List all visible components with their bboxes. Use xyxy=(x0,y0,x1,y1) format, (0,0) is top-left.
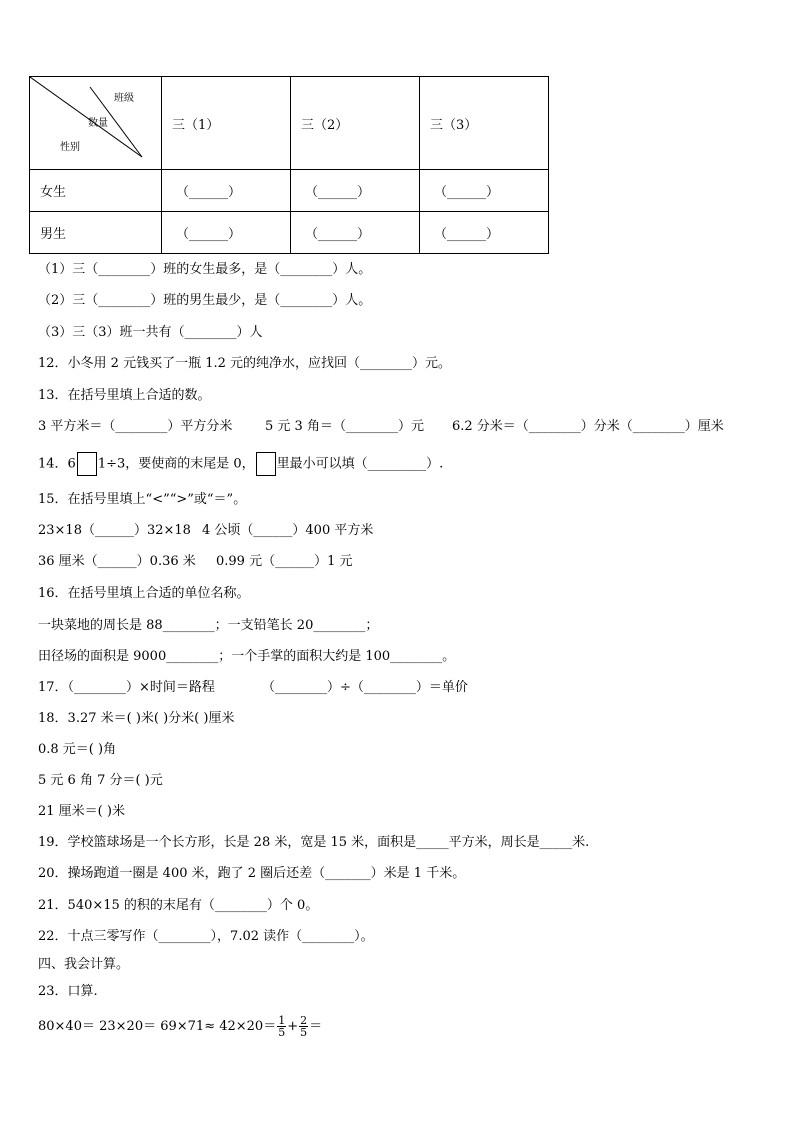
q11-part3: （3）三（3）班一共有（________）人 xyxy=(38,325,263,340)
q14-middle: 1÷3，要使商的末尾是 0， xyxy=(97,456,255,472)
header-class-label: 班级 xyxy=(114,93,134,104)
q15-part-a: 23×18（______）32×18 xyxy=(38,523,191,538)
q20-text: 20．操场跑道一圈是 400 米，跑了 2 圈后还差（_______）米是 1 千米。 xyxy=(38,866,466,881)
q21-text: 21．540×15 的积的末尾有（________）个 0。 xyxy=(38,898,319,913)
q15-part-b: 4 公顷（______）400 平方米 xyxy=(202,523,374,538)
row-label-boys: 男生 xyxy=(30,212,162,254)
boys-cell-class-2[interactable]: （______） xyxy=(291,212,420,254)
q22-text: 22．十点三零写作（________），7.02 读作（________）。 xyxy=(38,929,374,944)
q13-part-c: 6.2 分米＝（________）分米（________）厘米 xyxy=(452,419,724,434)
section-4-heading: 四、我会计算。 xyxy=(38,957,130,972)
row-label-girls: 女生 xyxy=(30,170,162,212)
fraction-one-fifth xyxy=(277,1015,286,1038)
girls-cell-class-2[interactable]: （______） xyxy=(291,170,420,212)
q14-suffix: 里最小可以填（_________）. xyxy=(276,456,444,472)
fraction-two-fifths xyxy=(299,1015,308,1038)
boys-cell-class-1[interactable]: （______） xyxy=(162,212,291,254)
column-header-class-2: 三（2） xyxy=(291,77,420,170)
girls-cell-class-1[interactable]: （______） xyxy=(162,170,291,212)
q15-part-c: 36 厘米（______）0.36 米 xyxy=(38,554,196,569)
q14-digit-box-2[interactable] xyxy=(256,452,276,476)
q13-part-a: 3 平方米＝（________）平方分米 xyxy=(38,419,233,434)
q15-title: 15．在括号里填上“<”“>”或“＝”。 xyxy=(38,492,247,507)
header-quantity-label: 数量 xyxy=(88,118,108,129)
q11-part2: （2）三（________）班的男生最少，是（________）人。 xyxy=(38,293,372,308)
q13-part-b: 5 元 3 角＝（________）元 xyxy=(265,419,424,434)
q12-text: 12．小冬用 2 元钱买了一瓶 1.2 元的纯净水，应找回（________）元。 xyxy=(38,356,452,371)
q18-part-c: 5 元 6 角 7 分＝( )元 xyxy=(38,773,163,788)
q18-part-d: 21 厘米＝( )米 xyxy=(38,804,125,819)
q23-expressions xyxy=(38,1014,322,1040)
boys-cell-class-3[interactable]: （______） xyxy=(420,212,549,254)
diagonal-header-cell xyxy=(30,77,162,170)
header-gender-label: 性别 xyxy=(60,142,80,153)
q16-part-b: 田径场的面积是 9000________；一个手掌的面积大约是 100________。 xyxy=(38,649,456,664)
q23-expression-list: 80×40＝ 23×20＝ 69×71≈ 42×20＝ xyxy=(38,1019,277,1034)
q19-text: 19．学校篮球场是一个长方形，长是 28 米，宽是 15 米，面积是_____平方米，周长是_____米. xyxy=(38,835,590,850)
q17-part-a: 17．（________）×时间＝路程 xyxy=(38,680,215,695)
q15-part-d: 0.99 元（______）1 元 xyxy=(216,554,353,569)
q16-title: 16．在括号里填上合适的单位名称。 xyxy=(38,586,250,601)
q14-prefix: 14．6 xyxy=(38,456,76,472)
fraction-2-denominator: 5 xyxy=(300,1026,308,1039)
fraction-1-numerator: 1 xyxy=(278,1014,286,1027)
q23-title: 23．口算. xyxy=(38,984,98,999)
fraction-2-numerator: 2 xyxy=(300,1014,308,1027)
q18-part-a: 18．3.27 米＝( )米( )分米( )厘米 xyxy=(38,711,235,726)
girls-cell-class-3[interactable]: （______） xyxy=(420,170,549,212)
q14-line xyxy=(38,452,443,477)
fraction-1-denominator: 5 xyxy=(278,1026,286,1039)
plus-sign: + xyxy=(287,1019,299,1034)
q18-part-b: 0.8 元＝( )角 xyxy=(38,742,117,757)
column-header-class-3: 三（3） xyxy=(420,77,549,170)
q17-part-b: （________）÷（________）＝单价 xyxy=(262,680,468,695)
q16-part-a: 一块菜地的周长是 88________；一支铅笔长 20________； xyxy=(38,618,379,633)
q11-part1: （1）三（________）班的女生最多，是（________）人。 xyxy=(38,262,372,277)
q13-title: 13．在括号里填上合适的数。 xyxy=(38,388,211,403)
q14-digit-box-1[interactable] xyxy=(77,452,97,476)
equals-sign: ＝ xyxy=(309,1019,323,1034)
column-header-class-1: 三（1） xyxy=(162,77,291,170)
class-gender-table xyxy=(29,76,549,254)
